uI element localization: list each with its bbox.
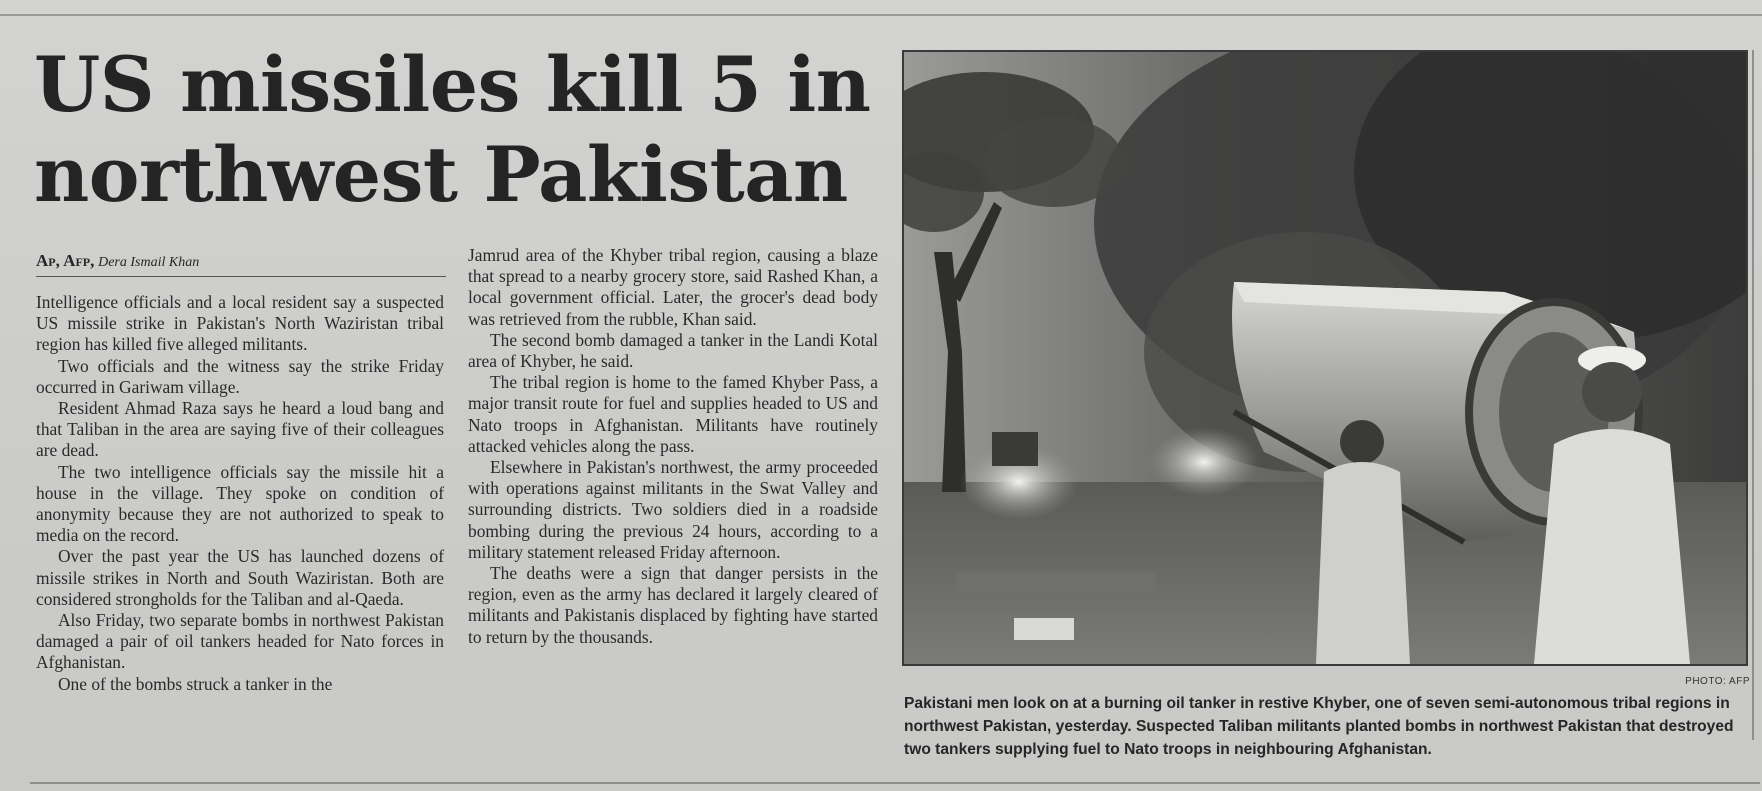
rubble (956, 572, 1156, 596)
paragraph: Also Friday, two separate bombs in northwest Pakistan damaged a pair of oil tankers headed for Nato forces in Afghanistan. (36, 610, 444, 673)
article-column-1 (36, 292, 444, 695)
paragraph: Resident Ahmad Raza says he heard a loud bang and that Taliban in the area are saying five of their colleagues are dead. (36, 398, 444, 461)
photo-illustration (904, 52, 1746, 664)
bottom-rule (30, 782, 1760, 784)
paragraph: The two intelligence officials say the missile hit a house in the village. They spoke on condition of anonymity because they are not authorized to speak to media on the record. (36, 461, 444, 546)
paragraph: Over the past year the US has launched dozens of missile strikes in North and South Waziristan. Both are considered strongholds for the Taliban and al-Qaeda. (36, 546, 444, 609)
paragraph: The second bomb damaged a tanker in the Landi Kotal area of Khyber, he said. (468, 329, 878, 372)
byline-source: Ap, Afp, (36, 251, 95, 270)
byline (36, 251, 446, 277)
photo-caption: Pakistani men look on at a burning oil tanker in restive Khyber, one of seven semi-autonomous tribal regions in northwest Pakistan, yesterday. Suspected Taliban militants planted bombs in northwest Pakistan that destroyed two tankers supplying fuel to Nato troops in neighbouring Afghanistan. (904, 695, 1734, 758)
headline: US missiles kill 5 in northwest Pakistan (34, 40, 871, 219)
photo-credit: PHOTO: AFP (1685, 676, 1750, 687)
page-edge (1752, 50, 1754, 740)
paragraph: Elsewhere in Pakistan's northwest, the army proceeded with operations against militants in the Swat Valley and surrounding districts. Two soldiers died in a roadside bombing during the previous 24 hours, according to a military statement released Friday afternoon. (468, 457, 878, 562)
top-rule (0, 14, 1762, 16)
paragraph: Intelligence officials and a local resident say a suspected US missile strike in Pakistan's North Waziristan tribal region has killed five alleged militants. (36, 292, 444, 355)
byline-place: Dera Ismail Khan (98, 255, 200, 270)
paragraph: Jamrud area of the Khyber tribal region, causing a blaze that spread to a nearby grocery store, said Rashed Khan, a local government official. Later, the grocer's dead body was retrieved from the rubble, Khan said. (468, 245, 878, 329)
paragraph: The tribal region is home to the famed Khyber Pass, a major transit route for fuel and supplies headed to US and Nato troops in Afghanistan. Militants have routinely attacked vehicles along the pass. (468, 372, 878, 456)
paragraph: One of the bombs struck a tanker in the (58, 673, 333, 694)
news-photo (902, 50, 1748, 666)
paragraph: The deaths were a sign that danger persists in the region, even as the army has declared it largely cleared of militants and Pakistanis displaced by fighting have started to return by the thousands. (468, 563, 878, 647)
article-column-2 (468, 245, 878, 648)
paragraph: Two officials and the witness say the strike Friday occurred in Gariwam village. (36, 355, 444, 397)
